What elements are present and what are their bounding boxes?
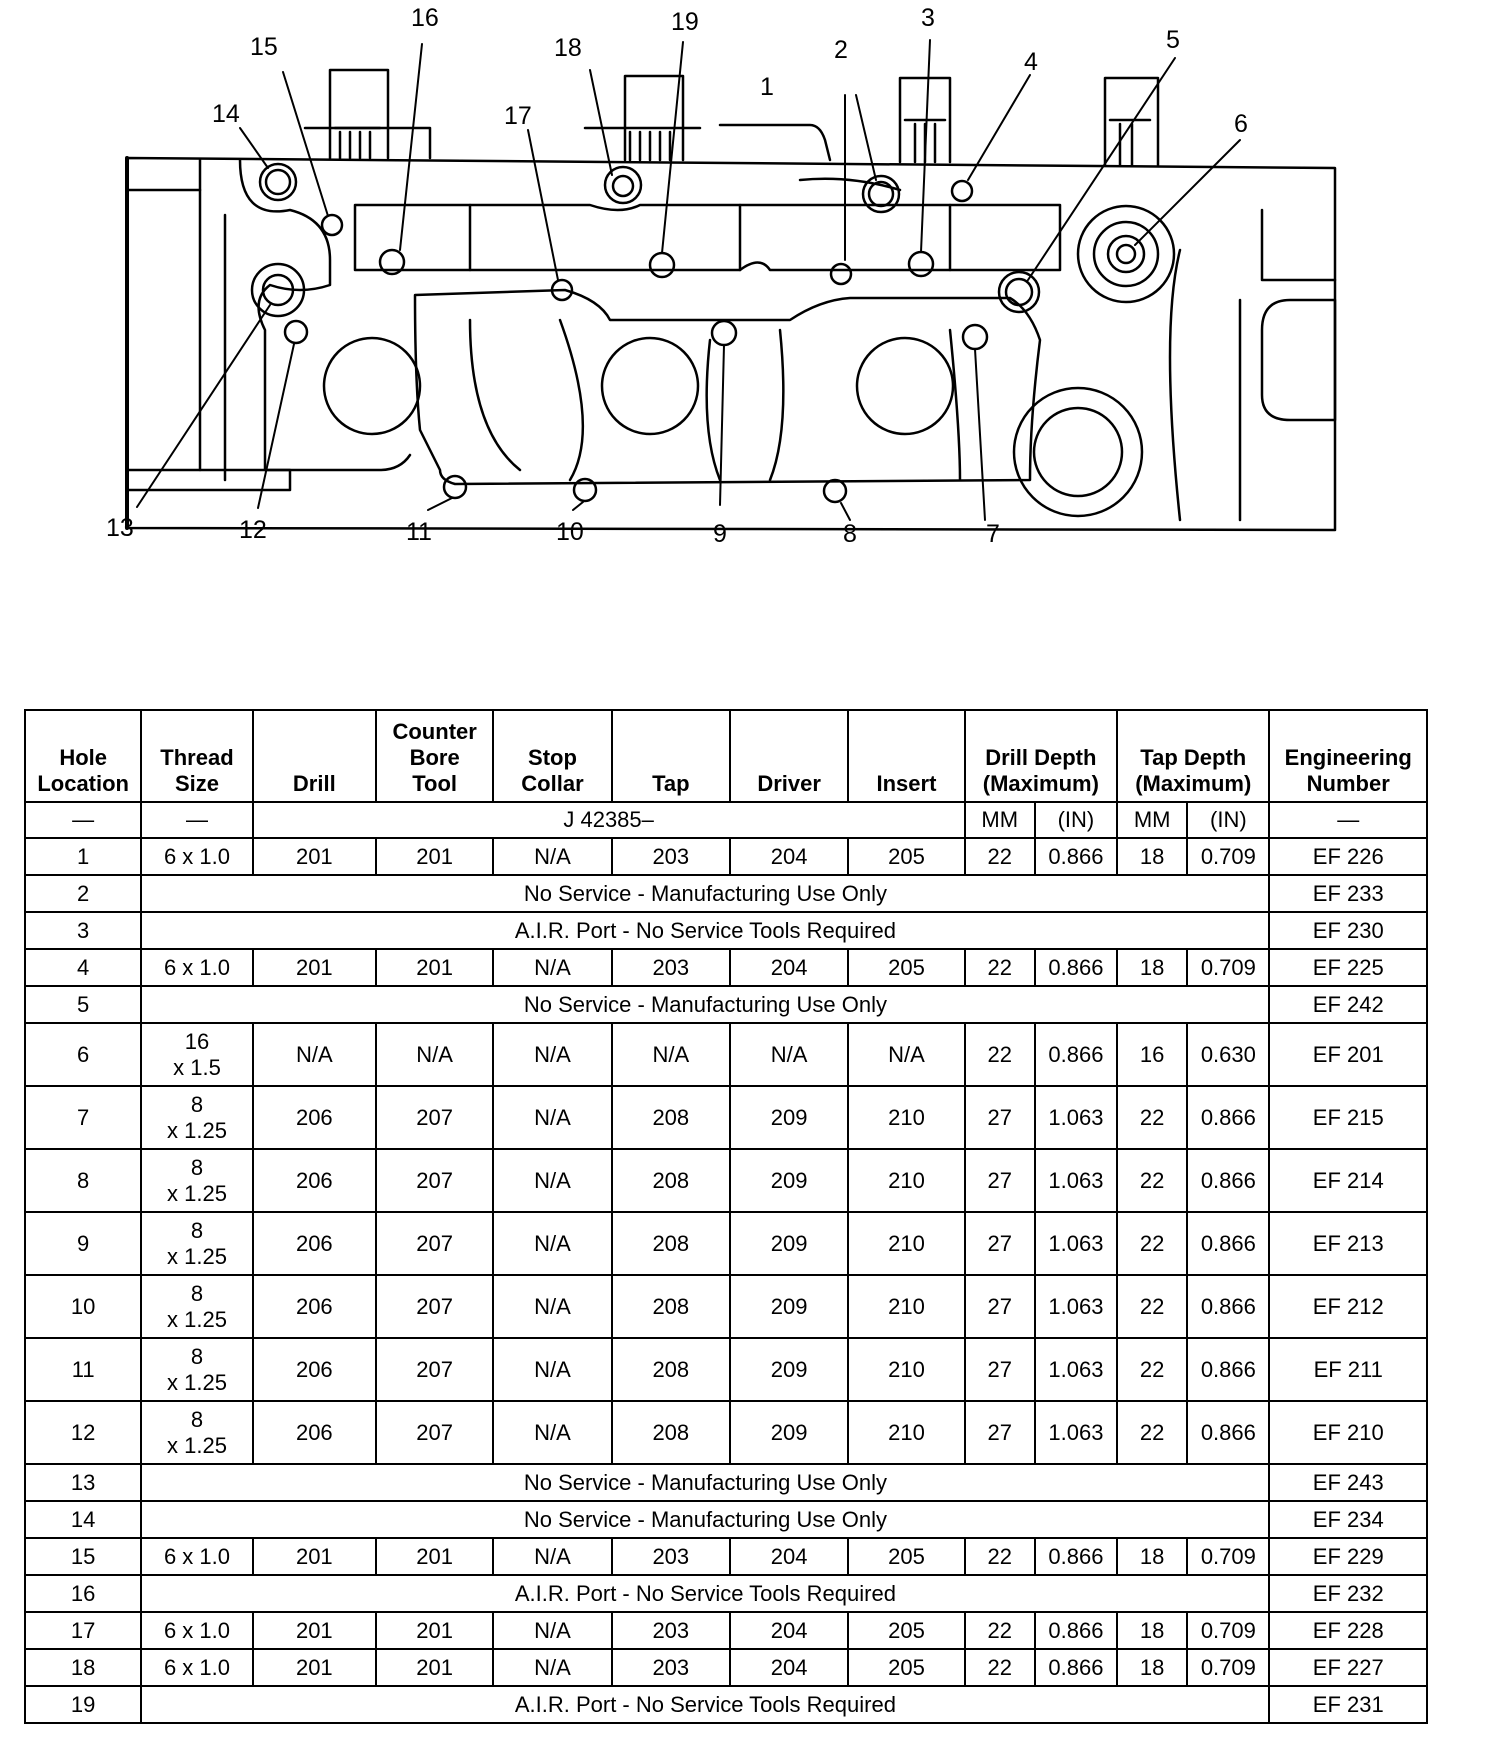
cell-tap-depth-in: 0.866 (1187, 1401, 1269, 1464)
cell-insert: 205 (848, 949, 964, 986)
hole-repair-spec-table (24, 709, 1428, 1724)
table-row (25, 838, 1427, 875)
cell-driver: N/A (730, 1023, 848, 1086)
cell-hole-location: 11 (25, 1338, 141, 1401)
header-tap: Tap (612, 710, 730, 802)
cell-hole-location: 8 (25, 1149, 141, 1212)
cell-engineering-number: EF 232 (1269, 1575, 1427, 1612)
cell-tap-depth-mm: 18 (1117, 1538, 1187, 1575)
cell-hole-location: 2 (25, 875, 141, 912)
cell-tap-depth-in: 0.866 (1187, 1212, 1269, 1275)
cell-tap-depth-mm: 18 (1117, 1612, 1187, 1649)
table-row (25, 1538, 1427, 1575)
cell-drill-depth-in: 1.063 (1035, 1401, 1117, 1464)
header-tap-depth: Tap Depth (Maximum) (1117, 710, 1269, 802)
cell-counter-bore-tool: 207 (376, 1149, 493, 1212)
callout-7: 7 (986, 520, 1000, 548)
cell-insert: 210 (848, 1275, 964, 1338)
cell-tap-depth-mm: 22 (1117, 1401, 1187, 1464)
cell-drill: 206 (253, 1086, 376, 1149)
cell-engineering-number: EF 231 (1269, 1686, 1427, 1723)
cell-hole-location: 18 (25, 1649, 141, 1686)
cell-tap: 208 (612, 1338, 730, 1401)
cell-thread-size: 6 x 1.0 (141, 949, 252, 986)
cylinder-head-diagram (0, 0, 1504, 560)
cell-service-note: A.I.R. Port - No Service Tools Required (141, 1686, 1269, 1723)
callout-5: 5 (1166, 26, 1180, 54)
cell-tap: 208 (612, 1149, 730, 1212)
cell-drill-depth-mm: 27 (965, 1086, 1035, 1149)
cell-tap-depth-in: 0.709 (1187, 949, 1269, 986)
cell-counter-bore-tool: 207 (376, 1275, 493, 1338)
cell-hole-location: 15 (25, 1538, 141, 1575)
callout-11: 11 (406, 518, 432, 546)
cell-counter-bore-tool: 201 (376, 1612, 493, 1649)
cell-tap: N/A (612, 1023, 730, 1086)
cell-tap: 208 (612, 1086, 730, 1149)
cell-service-note: A.I.R. Port - No Service Tools Required (141, 912, 1269, 949)
callout-3: 3 (921, 4, 935, 32)
cell-driver: 209 (730, 1401, 848, 1464)
cell-service-note: No Service - Manufacturing Use Only (141, 1501, 1269, 1538)
cell-hole-location: 6 (25, 1023, 141, 1086)
cell-tap-depth-in: 0.630 (1187, 1023, 1269, 1086)
cell-thread-size: 6 x 1.0 (141, 1649, 252, 1686)
cell-counter-bore-tool: 201 (376, 1538, 493, 1575)
cell-service-note: A.I.R. Port - No Service Tools Required (141, 1575, 1269, 1612)
cell-engineering-number: EF 211 (1269, 1338, 1427, 1401)
cell-hole-location: 3 (25, 912, 141, 949)
cell-thread-size: 8 x 1.25 (141, 1086, 252, 1149)
cell-drill-depth-in: 0.866 (1035, 1023, 1117, 1086)
cell-counter-bore-tool: 207 (376, 1401, 493, 1464)
cell-stop-collar: N/A (493, 1612, 611, 1649)
cell-insert: 210 (848, 1401, 964, 1464)
subheader-engineering-number: — (1269, 802, 1427, 838)
cell-drill-depth-mm: 27 (965, 1149, 1035, 1212)
cell-engineering-number: EF 215 (1269, 1086, 1427, 1149)
cell-hole-location: 1 (25, 838, 141, 875)
cell-stop-collar: N/A (493, 1649, 611, 1686)
cell-stop-collar: N/A (493, 1338, 611, 1401)
cell-tap-depth-in: 0.866 (1187, 1086, 1269, 1149)
header-driver: Driver (730, 710, 848, 802)
cell-drill-depth-mm: 22 (965, 1612, 1035, 1649)
cell-driver: 204 (730, 949, 848, 986)
table-row (25, 1464, 1427, 1501)
table-row (25, 1086, 1427, 1149)
cell-tap-depth-mm: 16 (1117, 1023, 1187, 1086)
cell-engineering-number: EF 213 (1269, 1212, 1427, 1275)
cell-hole-location: 10 (25, 1275, 141, 1338)
table-row (25, 1501, 1427, 1538)
cell-engineering-number: EF 234 (1269, 1501, 1427, 1538)
cell-engineering-number: EF 210 (1269, 1401, 1427, 1464)
table-row (25, 1575, 1427, 1612)
cell-driver: 209 (730, 1086, 848, 1149)
cell-engineering-number: EF 227 (1269, 1649, 1427, 1686)
cell-hole-location: 17 (25, 1612, 141, 1649)
cell-counter-bore-tool: 201 (376, 949, 493, 986)
cell-counter-bore-tool: 207 (376, 1338, 493, 1401)
cell-drill-depth-mm: 27 (965, 1275, 1035, 1338)
cell-driver: 209 (730, 1338, 848, 1401)
cell-tap-depth-mm: 22 (1117, 1212, 1187, 1275)
cell-engineering-number: EF 228 (1269, 1612, 1427, 1649)
table-row (25, 1023, 1427, 1086)
subheader-drill-in: (IN) (1035, 802, 1117, 838)
cell-tap-depth-mm: 22 (1117, 1338, 1187, 1401)
table-body (25, 838, 1427, 1723)
cell-counter-bore-tool: 201 (376, 1649, 493, 1686)
cell-driver: 204 (730, 1612, 848, 1649)
callout-15: 15 (250, 33, 278, 61)
callout-1: 1 (760, 73, 774, 101)
cell-insert: 210 (848, 1212, 964, 1275)
table-row (25, 1275, 1427, 1338)
cell-engineering-number: EF 201 (1269, 1023, 1427, 1086)
cell-driver: 204 (730, 1538, 848, 1575)
cell-drill-depth-mm: 22 (965, 949, 1035, 986)
cell-drill-depth-in: 0.866 (1035, 1649, 1117, 1686)
cell-tap-depth-mm: 18 (1117, 838, 1187, 875)
cell-hole-location: 12 (25, 1401, 141, 1464)
cell-tap: 203 (612, 838, 730, 875)
table-row (25, 1649, 1427, 1686)
cell-stop-collar: N/A (493, 1401, 611, 1464)
cell-drill: 206 (253, 1149, 376, 1212)
subheader-tap-in: (IN) (1187, 802, 1269, 838)
cell-drill-depth-in: 0.866 (1035, 1612, 1117, 1649)
cell-driver: 209 (730, 1149, 848, 1212)
table-row (25, 912, 1427, 949)
cell-stop-collar: N/A (493, 1275, 611, 1338)
table-row (25, 875, 1427, 912)
cell-hole-location: 7 (25, 1086, 141, 1149)
cell-stop-collar: N/A (493, 1149, 611, 1212)
table-row (25, 1686, 1427, 1723)
cell-tap-depth-mm: 22 (1117, 1275, 1187, 1338)
cell-insert: 205 (848, 1612, 964, 1649)
cell-tap: 208 (612, 1275, 730, 1338)
cell-service-note: No Service - Manufacturing Use Only (141, 875, 1269, 912)
cell-thread-size: 6 x 1.0 (141, 1612, 252, 1649)
cell-counter-bore-tool: 207 (376, 1212, 493, 1275)
cell-drill-depth-in: 0.866 (1035, 949, 1117, 986)
cell-insert: 210 (848, 1338, 964, 1401)
cell-tap-depth-in: 0.866 (1187, 1338, 1269, 1401)
cell-drill: 201 (253, 1649, 376, 1686)
callout-18: 18 (554, 34, 582, 62)
cell-thread-size: 8 x 1.25 (141, 1401, 252, 1464)
cell-drill: 201 (253, 949, 376, 986)
header-drill: Drill (253, 710, 376, 802)
cell-drill-depth-mm: 22 (965, 838, 1035, 875)
cell-counter-bore-tool: 201 (376, 838, 493, 875)
cell-thread-size: 6 x 1.0 (141, 1538, 252, 1575)
cell-stop-collar: N/A (493, 1212, 611, 1275)
cell-engineering-number: EF 243 (1269, 1464, 1427, 1501)
cell-stop-collar: N/A (493, 949, 611, 986)
table-row (25, 1149, 1427, 1212)
callout-16: 16 (411, 4, 439, 32)
cell-tap: 208 (612, 1401, 730, 1464)
cell-stop-collar: N/A (493, 1023, 611, 1086)
table-row (25, 1612, 1427, 1649)
cell-insert: 205 (848, 838, 964, 875)
cell-insert: 210 (848, 1086, 964, 1149)
cell-insert: 205 (848, 1649, 964, 1686)
cell-tap: 203 (612, 1612, 730, 1649)
cell-drill-depth-in: 1.063 (1035, 1212, 1117, 1275)
callout-10: 10 (556, 518, 584, 546)
cell-tap-depth-in: 0.709 (1187, 838, 1269, 875)
cell-hole-location: 9 (25, 1212, 141, 1275)
header-engineering-number: Engineering Number (1269, 710, 1427, 802)
cell-hole-location: 14 (25, 1501, 141, 1538)
cell-tap-depth-in: 0.709 (1187, 1612, 1269, 1649)
cell-hole-location: 5 (25, 986, 141, 1023)
cell-drill-depth-mm: 22 (965, 1649, 1035, 1686)
callout-2: 2 (834, 36, 848, 64)
subheader-thread-size: — (141, 802, 252, 838)
cell-service-note: No Service - Manufacturing Use Only (141, 986, 1269, 1023)
cell-thread-size: 8 x 1.25 (141, 1149, 252, 1212)
subheader-tap-mm: MM (1117, 802, 1187, 838)
cell-service-note: No Service - Manufacturing Use Only (141, 1464, 1269, 1501)
cell-drill-depth-mm: 27 (965, 1401, 1035, 1464)
header-hole-location: Hole Location (25, 710, 141, 802)
table-row (25, 1338, 1427, 1401)
cell-hole-location: 19 (25, 1686, 141, 1723)
cell-tap: 203 (612, 949, 730, 986)
header-thread-size: Thread Size (141, 710, 252, 802)
cell-engineering-number: EF 225 (1269, 949, 1427, 986)
cell-stop-collar: N/A (493, 1086, 611, 1149)
subheader-tool-prefix: J 42385– (253, 802, 965, 838)
cell-drill: N/A (253, 1023, 376, 1086)
header-counter-bore-tool: Counter Bore Tool (376, 710, 493, 802)
cell-hole-location: 13 (25, 1464, 141, 1501)
callout-9: 9 (713, 520, 727, 548)
cell-drill-depth-mm: 27 (965, 1212, 1035, 1275)
cell-tap: 203 (612, 1649, 730, 1686)
cell-thread-size: 16 x 1.5 (141, 1023, 252, 1086)
cell-engineering-number: EF 226 (1269, 838, 1427, 875)
cell-hole-location: 16 (25, 1575, 141, 1612)
cell-drill-depth-mm: 22 (965, 1538, 1035, 1575)
cell-stop-collar: N/A (493, 1538, 611, 1575)
table-row (25, 1401, 1427, 1464)
cell-engineering-number: EF 212 (1269, 1275, 1427, 1338)
cell-drill: 206 (253, 1401, 376, 1464)
cell-engineering-number: EF 233 (1269, 875, 1427, 912)
subheader-drill-mm: MM (965, 802, 1035, 838)
callout-4: 4 (1024, 48, 1038, 76)
cell-insert: 205 (848, 1538, 964, 1575)
cell-tap: 208 (612, 1212, 730, 1275)
callout-14: 14 (212, 100, 240, 128)
cell-thread-size: 6 x 1.0 (141, 838, 252, 875)
cell-drill: 201 (253, 838, 376, 875)
cell-tap-depth-in: 0.866 (1187, 1149, 1269, 1212)
cell-thread-size: 8 x 1.25 (141, 1212, 252, 1275)
cell-driver: 209 (730, 1212, 848, 1275)
cell-drill-depth-in: 1.063 (1035, 1149, 1117, 1212)
cell-tap-depth-mm: 18 (1117, 949, 1187, 986)
header-insert: Insert (848, 710, 964, 802)
cell-tap-depth-in: 0.709 (1187, 1538, 1269, 1575)
cell-insert: 210 (848, 1149, 964, 1212)
cell-drill: 206 (253, 1338, 376, 1401)
cell-tap-depth-mm: 18 (1117, 1649, 1187, 1686)
cell-drill-depth-in: 0.866 (1035, 1538, 1117, 1575)
table-row (25, 986, 1427, 1023)
cell-driver: 209 (730, 1275, 848, 1338)
cell-drill-depth-in: 1.063 (1035, 1338, 1117, 1401)
cell-engineering-number: EF 214 (1269, 1149, 1427, 1212)
cell-counter-bore-tool: 207 (376, 1086, 493, 1149)
callout-6: 6 (1234, 110, 1248, 138)
cell-drill-depth-in: 1.063 (1035, 1086, 1117, 1149)
cell-tap-depth-mm: 22 (1117, 1086, 1187, 1149)
callout-12: 12 (239, 516, 267, 544)
cell-drill-depth-mm: 22 (965, 1023, 1035, 1086)
callout-17: 17 (504, 102, 532, 130)
cell-engineering-number: EF 229 (1269, 1538, 1427, 1575)
callout-13: 13 (106, 514, 134, 542)
cell-counter-bore-tool: N/A (376, 1023, 493, 1086)
cell-engineering-number: EF 242 (1269, 986, 1427, 1023)
cell-tap-depth-in: 0.866 (1187, 1275, 1269, 1338)
cell-drill: 201 (253, 1612, 376, 1649)
header-stop-collar: Stop Collar (493, 710, 611, 802)
cell-thread-size: 8 x 1.25 (141, 1338, 252, 1401)
cell-drill-depth-mm: 27 (965, 1338, 1035, 1401)
cell-tap-depth-mm: 22 (1117, 1149, 1187, 1212)
cell-drill: 206 (253, 1275, 376, 1338)
cell-driver: 204 (730, 1649, 848, 1686)
callout-8: 8 (843, 520, 857, 548)
header-drill-depth: Drill Depth (Maximum) (965, 710, 1117, 802)
cell-hole-location: 4 (25, 949, 141, 986)
cell-thread-size: 8 x 1.25 (141, 1275, 252, 1338)
table-row (25, 949, 1427, 986)
callout-19: 19 (671, 8, 699, 36)
cell-drill: 201 (253, 1538, 376, 1575)
cell-driver: 204 (730, 838, 848, 875)
subheader-hole-location: — (25, 802, 141, 838)
cell-stop-collar: N/A (493, 838, 611, 875)
cell-drill-depth-in: 1.063 (1035, 1275, 1117, 1338)
cell-drill: 206 (253, 1212, 376, 1275)
cell-drill-depth-in: 0.866 (1035, 838, 1117, 875)
table-row (25, 1212, 1427, 1275)
cell-tap-depth-in: 0.709 (1187, 1649, 1269, 1686)
cell-insert: N/A (848, 1023, 964, 1086)
cell-tap: 203 (612, 1538, 730, 1575)
cell-engineering-number: EF 230 (1269, 912, 1427, 949)
